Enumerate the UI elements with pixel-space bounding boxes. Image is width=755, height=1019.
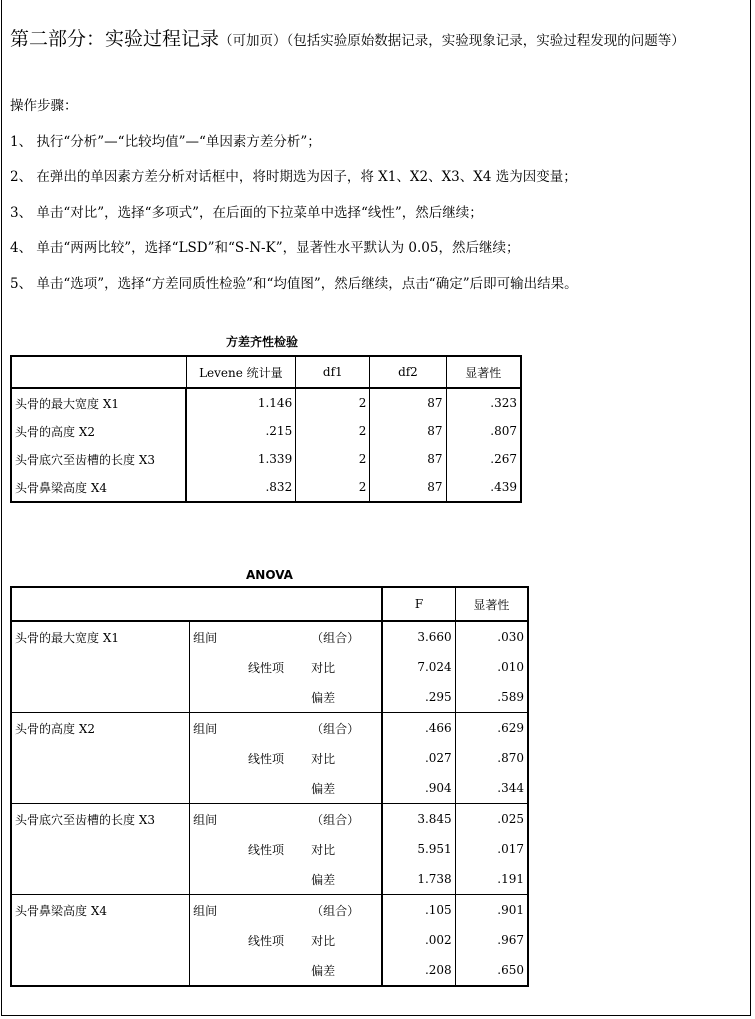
table-row bbox=[11, 955, 528, 986]
table-cell: 线性项 bbox=[248, 660, 285, 675]
table-cell: 头骨底穴至齿槽的长度 X3 bbox=[11, 445, 186, 473]
table-header-row bbox=[11, 356, 521, 388]
table-cell: .650 bbox=[455, 955, 528, 986]
table-cell: 头骨的高度 X2 bbox=[11, 713, 190, 744]
table-cell: .344 bbox=[455, 773, 528, 804]
table-cell: .967 bbox=[455, 925, 528, 955]
table-cell: 5.951 bbox=[382, 834, 455, 864]
table-cell: 偏差 bbox=[308, 682, 382, 713]
table-header-cell: 显著性 bbox=[446, 356, 521, 388]
table-cell bbox=[11, 834, 190, 864]
table-cell: 2 bbox=[296, 473, 370, 502]
table-cell: 头骨的最大宽度 X1 bbox=[11, 621, 190, 652]
table-cell: 线性项 bbox=[248, 933, 285, 948]
table-cell: .439 bbox=[446, 473, 521, 502]
table-cell: 1.339 bbox=[186, 445, 296, 473]
table-cell: .208 bbox=[382, 955, 455, 986]
table-row bbox=[11, 445, 521, 473]
table-cell: 87 bbox=[370, 388, 446, 417]
table-header-cell: F bbox=[382, 587, 455, 621]
table-cell: .832 bbox=[186, 473, 296, 502]
table-cell: .901 bbox=[455, 895, 528, 926]
table-row bbox=[11, 834, 528, 864]
table-row bbox=[11, 773, 528, 804]
table-cell: （组合） bbox=[311, 630, 360, 645]
section-heading bbox=[10, 22, 748, 58]
table-cell: 线性项 bbox=[248, 842, 285, 857]
table-cell: .267 bbox=[446, 445, 521, 473]
table-cell: 2 bbox=[296, 417, 370, 445]
anova-table bbox=[10, 586, 529, 987]
table-cell: .191 bbox=[455, 864, 528, 895]
table-cell: 对比 bbox=[311, 751, 336, 766]
table-row bbox=[11, 864, 528, 895]
table-cell bbox=[245, 713, 308, 744]
table-cell: 对比 bbox=[311, 933, 336, 948]
table-cell: 组间 bbox=[193, 630, 218, 645]
table-row bbox=[11, 473, 521, 502]
table-row bbox=[11, 925, 528, 955]
table-cell: 1.146 bbox=[186, 388, 296, 417]
table-cell bbox=[190, 682, 245, 713]
table-row bbox=[11, 417, 521, 445]
step-item: 3、 单击“对比”，选择“多项式”，在后面的下拉菜单中选择“线性”，然后继续； bbox=[10, 204, 483, 221]
table-row bbox=[11, 713, 528, 744]
table-cell: 87 bbox=[370, 445, 446, 473]
table-cell bbox=[11, 743, 190, 773]
table-cell: .002 bbox=[382, 925, 455, 955]
table-cell: .904 bbox=[382, 773, 455, 804]
table-row bbox=[11, 895, 528, 926]
table-cell bbox=[190, 743, 245, 773]
table-cell: 偏差 bbox=[311, 963, 336, 978]
table-cell: 87 bbox=[370, 417, 446, 445]
table-cell bbox=[245, 804, 308, 835]
table-cell bbox=[11, 925, 190, 955]
table-cell: 1.738 bbox=[382, 864, 455, 895]
step-item: 1、 执行“分析”—“比较均值”—“单因素方差分析”； bbox=[10, 133, 321, 150]
table-row bbox=[11, 804, 528, 835]
table-cell: 头骨的最大宽度 X1 bbox=[11, 388, 186, 417]
step-item: 2、 在弹出的单因素方差分析对话框中，将时期选为因子，将 X1、X2、X3、X4 选为因变量； bbox=[10, 169, 577, 185]
table-header-cell bbox=[11, 356, 186, 388]
table-cell: （组合） bbox=[311, 903, 360, 918]
table-cell bbox=[245, 955, 308, 986]
table-cell: 87 bbox=[370, 473, 446, 502]
step-item: 5、 单击“选项”，选择“方差同质性检验”和“均值图”，然后继续，点击“确定”后即可输出结果。 bbox=[10, 275, 578, 292]
table-cell: .027 bbox=[382, 743, 455, 773]
table-row bbox=[11, 388, 521, 417]
table-header-cell bbox=[11, 587, 382, 621]
table-cell: 头骨鼻梁高度 X4 bbox=[11, 473, 186, 502]
table-cell: 2 bbox=[296, 445, 370, 473]
table-cell bbox=[11, 773, 190, 804]
table-cell: .025 bbox=[455, 804, 528, 835]
table-cell: .323 bbox=[446, 388, 521, 417]
table-cell bbox=[245, 773, 308, 804]
table-cell: .807 bbox=[446, 417, 521, 445]
table-cell: .870 bbox=[455, 743, 528, 773]
table-cell: 组间 bbox=[193, 903, 218, 918]
table-cell: .466 bbox=[382, 713, 455, 744]
table-cell bbox=[190, 925, 245, 955]
steps-label: 操作步骤： bbox=[10, 98, 78, 114]
table-cell bbox=[11, 955, 190, 986]
table-cell: .017 bbox=[455, 834, 528, 864]
table-cell: .030 bbox=[455, 621, 528, 652]
table-cell: 组间 bbox=[193, 812, 218, 827]
table-cell: 2 bbox=[296, 388, 370, 417]
levene-table bbox=[10, 355, 522, 503]
section-title: 第二部分：实验过程记录 bbox=[10, 28, 220, 50]
table-header-cell: 显著性 bbox=[455, 587, 528, 621]
table-cell: 头骨鼻梁高度 X4 bbox=[11, 895, 190, 926]
table-cell: 线性项 bbox=[248, 751, 285, 766]
table-cell: 组间 bbox=[193, 721, 218, 736]
table-cell: .629 bbox=[455, 713, 528, 744]
table-cell: .215 bbox=[186, 417, 296, 445]
table-cell: 头骨底穴至齿槽的长度 X3 bbox=[11, 804, 190, 835]
table-cell: 3.845 bbox=[382, 804, 455, 835]
table-header-cell: df2 bbox=[370, 356, 446, 388]
table-cell: 偏差 bbox=[308, 864, 382, 895]
table-cell: .295 bbox=[382, 682, 455, 713]
table-header-cell: Levene 统计量 bbox=[186, 356, 296, 388]
table-cell: 3.660 bbox=[382, 621, 455, 652]
table-cell: .589 bbox=[455, 682, 528, 713]
steps-block bbox=[10, 92, 748, 305]
table-cell bbox=[190, 864, 245, 895]
table-cell: 对比 bbox=[311, 842, 336, 857]
table-cell: （组合） bbox=[311, 812, 360, 827]
table-cell bbox=[11, 682, 190, 713]
table-row bbox=[11, 621, 528, 652]
table-cell bbox=[245, 682, 308, 713]
section-note: （可加页）（包括实验原始数据记录，实验现象记录，实验过程发现的问题等） bbox=[219, 33, 685, 49]
table-cell bbox=[245, 864, 308, 895]
table-cell: 头骨的高度 X2 bbox=[11, 417, 186, 445]
anova-table-caption: ANOVA bbox=[246, 568, 293, 582]
table-cell bbox=[190, 652, 245, 682]
table-cell: 对比 bbox=[311, 660, 336, 675]
table-row bbox=[11, 682, 528, 713]
table-header-cell: df1 bbox=[296, 356, 370, 388]
step-item: 4、 单击“两两比较”，选择“LSD”和“S-N-K”，显著性水平默认为 0.05，然后继续； bbox=[10, 240, 520, 256]
table-row bbox=[11, 652, 528, 682]
table-cell bbox=[245, 895, 308, 926]
table-cell: .105 bbox=[382, 895, 455, 926]
table-cell bbox=[190, 834, 245, 864]
table-cell bbox=[245, 621, 308, 652]
table-cell bbox=[11, 864, 190, 895]
table-cell bbox=[190, 773, 245, 804]
table-cell bbox=[11, 652, 190, 682]
table-cell bbox=[190, 955, 245, 986]
table-cell: 7.024 bbox=[382, 652, 455, 682]
table-header-row bbox=[11, 587, 528, 621]
table-cell: （组合） bbox=[311, 721, 360, 736]
levene-table-caption: 方差齐性检验 bbox=[226, 335, 299, 349]
table-cell: .010 bbox=[455, 652, 528, 682]
table-cell: 偏差 bbox=[308, 773, 382, 804]
table-row bbox=[11, 743, 528, 773]
